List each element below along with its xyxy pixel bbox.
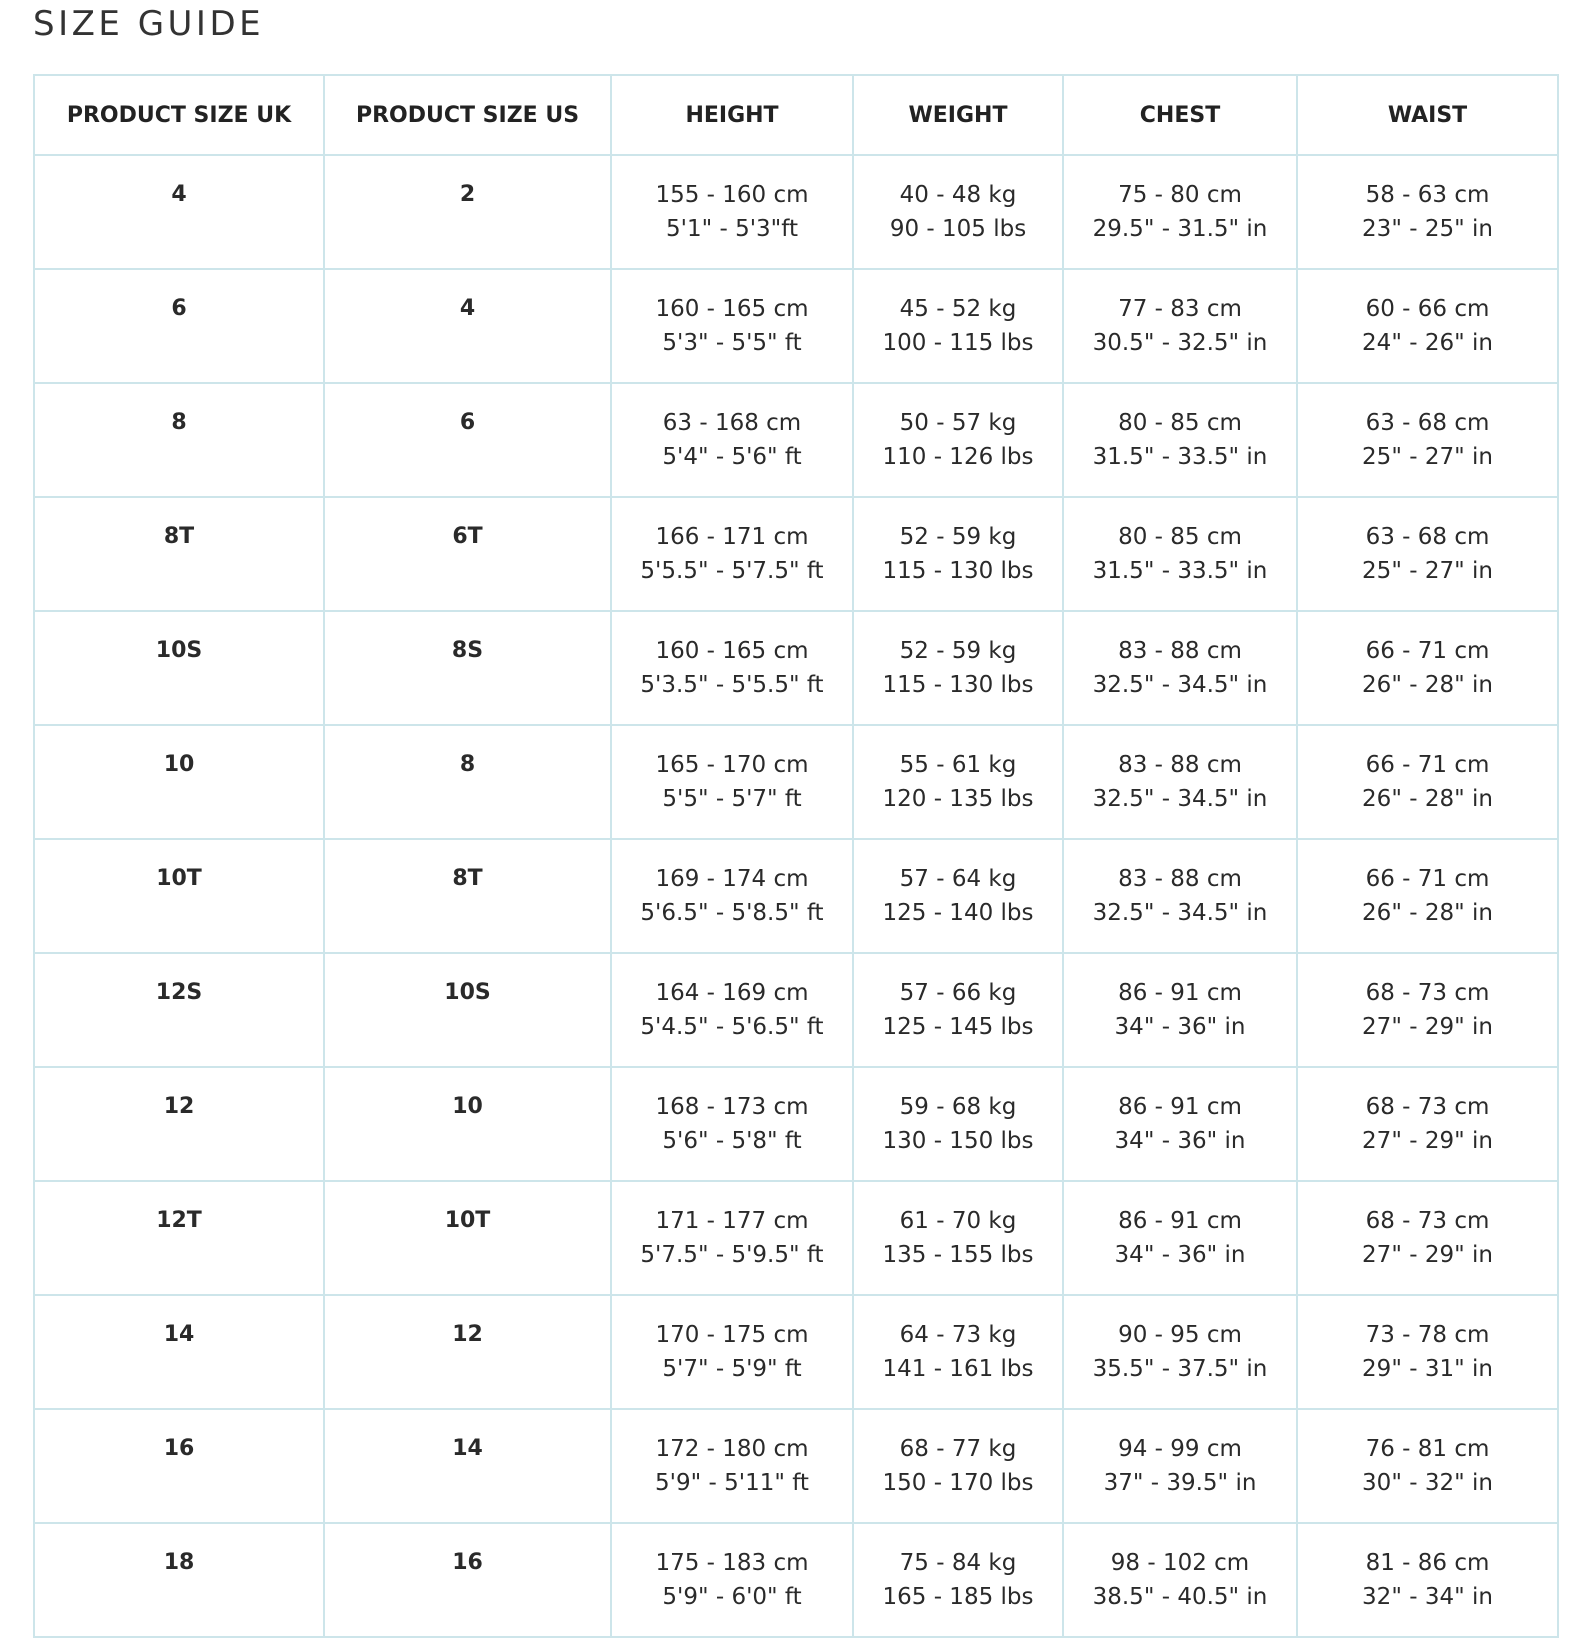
cell-size-uk xyxy=(34,269,324,383)
cell-waist xyxy=(1297,1295,1558,1409)
cell-size-us xyxy=(324,1067,611,1181)
cell-waist xyxy=(1297,1181,1558,1295)
cell-size-uk-value: 10 xyxy=(163,752,195,777)
cell-chest-metric: 86 - 91 cm xyxy=(1118,980,1242,1006)
cell-size-uk xyxy=(34,1409,324,1523)
cell-waist xyxy=(1297,1523,1558,1637)
cell-weight-metric: 64 - 73 kg xyxy=(899,1322,1017,1348)
cell-chest xyxy=(1063,269,1297,383)
cell-height-imperial: 5'4.5" - 5'6.5" ft xyxy=(640,1014,824,1040)
cell-height-imperial: 5'1" - 5'3"ft xyxy=(666,216,798,242)
cell-waist-metric: 60 - 66 cm xyxy=(1365,296,1490,322)
cell-size-us-value: 14 xyxy=(452,1436,483,1461)
cell-waist xyxy=(1297,155,1558,269)
cell-waist-metric: 81 - 86 cm xyxy=(1365,1550,1490,1576)
cell-size-us xyxy=(324,953,611,1067)
cell-height xyxy=(611,1523,853,1637)
cell-weight-imperial: 141 - 161 lbs xyxy=(882,1356,1034,1382)
cell-chest-metric: 90 - 95 cm xyxy=(1118,1322,1242,1348)
cell-chest xyxy=(1063,383,1297,497)
cell-weight xyxy=(853,497,1063,611)
cell-chest-metric: 80 - 85 cm xyxy=(1118,410,1242,436)
cell-size-uk-value: 8 xyxy=(171,410,187,435)
cell-size-uk-value: 10S xyxy=(155,638,203,663)
cell-size-us-value: 6 xyxy=(459,410,476,435)
header-product-size-uk: PRODUCT SIZE UK xyxy=(34,75,324,155)
cell-chest-imperial: 31.5" - 33.5" in xyxy=(1092,558,1268,584)
cell-weight xyxy=(853,1067,1063,1181)
cell-height-metric: 165 - 170 cm xyxy=(655,752,809,778)
cell-size-us xyxy=(324,839,611,953)
table-row xyxy=(34,269,1558,383)
cell-height-imperial: 5'5" - 5'7" ft xyxy=(662,786,802,812)
cell-weight xyxy=(853,611,1063,725)
cell-size-uk-value: 4 xyxy=(171,182,187,207)
cell-waist xyxy=(1297,269,1558,383)
cell-weight xyxy=(853,1523,1063,1637)
cell-waist-metric: 76 - 81 cm xyxy=(1365,1436,1490,1462)
cell-height-metric: 175 - 183 cm xyxy=(655,1550,809,1576)
cell-chest-imperial: 32.5" - 34.5" in xyxy=(1092,900,1268,926)
cell-weight-metric: 61 - 70 kg xyxy=(899,1208,1017,1234)
cell-weight-imperial: 125 - 140 lbs xyxy=(882,900,1034,926)
header-weight: WEIGHT xyxy=(853,75,1063,155)
cell-waist-imperial: 25" - 27" in xyxy=(1362,558,1493,584)
cell-size-us-value: 2 xyxy=(459,182,476,207)
cell-weight-metric: 68 - 77 kg xyxy=(899,1436,1017,1462)
cell-waist-metric: 66 - 71 cm xyxy=(1365,752,1490,778)
cell-size-us xyxy=(324,1181,611,1295)
cell-waist-metric: 68 - 73 cm xyxy=(1365,1208,1490,1234)
cell-size-uk xyxy=(34,383,324,497)
cell-waist-imperial: 26" - 28" in xyxy=(1362,786,1493,812)
cell-waist-metric: 66 - 71 cm xyxy=(1365,866,1490,892)
cell-weight xyxy=(853,1295,1063,1409)
cell-size-us xyxy=(324,1409,611,1523)
table-row xyxy=(34,155,1558,269)
cell-size-uk-value: 6 xyxy=(171,296,187,321)
cell-height-imperial: 5'4" - 5'6" ft xyxy=(662,444,802,470)
cell-chest xyxy=(1063,839,1297,953)
size-guide-table xyxy=(33,74,1559,1638)
cell-chest xyxy=(1063,611,1297,725)
cell-waist xyxy=(1297,611,1558,725)
cell-chest-metric: 77 - 83 cm xyxy=(1118,296,1242,322)
cell-waist-imperial: 30" - 32" in xyxy=(1362,1470,1493,1496)
cell-chest-metric: 83 - 88 cm xyxy=(1118,866,1242,892)
cell-weight-imperial: 110 - 126 lbs xyxy=(882,444,1034,470)
table-row xyxy=(34,1523,1558,1637)
cell-height-imperial: 5'9" - 6'0" ft xyxy=(662,1584,802,1610)
cell-size-us-value: 16 xyxy=(452,1550,483,1575)
cell-size-us xyxy=(324,1523,611,1637)
cell-waist-metric: 68 - 73 cm xyxy=(1365,980,1490,1006)
cell-height xyxy=(611,1409,853,1523)
cell-size-us-value: 8 xyxy=(459,752,476,777)
cell-chest-metric: 75 - 80 cm xyxy=(1118,182,1242,208)
cell-weight-imperial: 115 - 130 lbs xyxy=(882,672,1034,698)
header-waist: WAIST xyxy=(1297,75,1558,155)
cell-weight-imperial: 135 - 155 lbs xyxy=(882,1242,1034,1268)
cell-weight-imperial: 150 - 170 lbs xyxy=(882,1470,1034,1496)
cell-height-metric: 155 - 160 cm xyxy=(655,182,809,208)
cell-size-uk xyxy=(34,1181,324,1295)
cell-chest-metric: 83 - 88 cm xyxy=(1118,752,1242,778)
cell-waist-metric: 66 - 71 cm xyxy=(1365,638,1490,664)
cell-chest-metric: 83 - 88 cm xyxy=(1118,638,1242,664)
table-row xyxy=(34,1295,1558,1409)
cell-waist-imperial: 26" - 28" in xyxy=(1362,672,1493,698)
cell-height-imperial: 5'6" - 5'8" ft xyxy=(662,1128,802,1154)
cell-height-metric: 160 - 165 cm xyxy=(655,296,809,322)
cell-weight xyxy=(853,839,1063,953)
cell-weight-imperial: 115 - 130 lbs xyxy=(882,558,1034,584)
header-product-size-us: PRODUCT SIZE US xyxy=(324,75,611,155)
cell-weight xyxy=(853,725,1063,839)
cell-weight-metric: 55 - 61 kg xyxy=(899,752,1017,778)
cell-size-us xyxy=(324,155,611,269)
cell-size-us xyxy=(324,725,611,839)
table-row xyxy=(34,497,1558,611)
cell-size-uk xyxy=(34,725,324,839)
cell-chest xyxy=(1063,953,1297,1067)
cell-waist-imperial: 23" - 25" in xyxy=(1362,216,1493,242)
cell-size-uk-value: 12 xyxy=(163,1094,195,1119)
cell-chest-imperial: 34" - 36" in xyxy=(1114,1128,1246,1154)
cell-chest-imperial: 29.5" - 31.5" in xyxy=(1092,216,1268,242)
cell-waist xyxy=(1297,1409,1558,1523)
cell-height xyxy=(611,383,853,497)
cell-height-imperial: 5'7.5" - 5'9.5" ft xyxy=(640,1242,824,1268)
cell-weight xyxy=(853,155,1063,269)
table-row xyxy=(34,1067,1558,1181)
cell-waist-imperial: 32" - 34" in xyxy=(1362,1584,1493,1610)
cell-size-uk-value: 12T xyxy=(156,1208,202,1233)
cell-chest-imperial: 32.5" - 34.5" in xyxy=(1092,786,1268,812)
cell-size-us xyxy=(324,269,611,383)
cell-chest-metric: 86 - 91 cm xyxy=(1118,1094,1242,1120)
cell-height xyxy=(611,725,853,839)
cell-size-us-value: 6T xyxy=(452,524,483,549)
cell-size-us xyxy=(324,611,611,725)
cell-size-us xyxy=(324,497,611,611)
cell-height xyxy=(611,839,853,953)
page-title: SIZE GUIDE xyxy=(33,4,265,44)
cell-chest xyxy=(1063,1067,1297,1181)
cell-height-metric: 166 - 171 cm xyxy=(655,524,809,550)
cell-waist xyxy=(1297,497,1558,611)
cell-size-us xyxy=(324,1295,611,1409)
cell-waist-imperial: 27" - 29" in xyxy=(1362,1242,1493,1268)
cell-chest-imperial: 34" - 36" in xyxy=(1114,1014,1246,1040)
cell-size-us xyxy=(324,383,611,497)
cell-waist-imperial: 27" - 29" in xyxy=(1362,1128,1493,1154)
cell-size-uk-value: 18 xyxy=(163,1550,195,1575)
cell-height-metric: 172 - 180 cm xyxy=(655,1436,809,1462)
cell-height-metric: 160 - 165 cm xyxy=(655,638,809,664)
table-row xyxy=(34,1181,1558,1295)
cell-waist xyxy=(1297,1067,1558,1181)
cell-weight-metric: 57 - 64 kg xyxy=(899,866,1017,892)
cell-chest xyxy=(1063,1409,1297,1523)
cell-size-uk-value: 10T xyxy=(156,866,202,891)
table-header xyxy=(34,75,1558,155)
cell-weight xyxy=(853,1181,1063,1295)
cell-height-metric: 63 - 168 cm xyxy=(662,410,802,436)
cell-size-uk xyxy=(34,1295,324,1409)
cell-height xyxy=(611,155,853,269)
cell-chest-metric: 98 - 102 cm xyxy=(1110,1550,1250,1576)
cell-waist xyxy=(1297,725,1558,839)
cell-height xyxy=(611,1295,853,1409)
cell-size-us-value: 8T xyxy=(452,866,483,891)
cell-weight-imperial: 165 - 185 lbs xyxy=(882,1584,1034,1610)
cell-size-uk xyxy=(34,1523,324,1637)
cell-size-us-value: 4 xyxy=(459,296,476,321)
cell-chest xyxy=(1063,1295,1297,1409)
cell-size-uk-value: 16 xyxy=(163,1436,195,1461)
cell-height xyxy=(611,269,853,383)
cell-chest-metric: 80 - 85 cm xyxy=(1118,524,1242,550)
cell-height-metric: 169 - 174 cm xyxy=(655,866,809,892)
cell-size-us-value: 10T xyxy=(444,1208,491,1233)
cell-weight-metric: 75 - 84 kg xyxy=(899,1550,1017,1576)
cell-height-metric: 170 - 175 cm xyxy=(655,1322,809,1348)
cell-size-uk-value: 14 xyxy=(163,1322,195,1347)
table-row xyxy=(34,839,1558,953)
cell-chest-imperial: 35.5" - 37.5" in xyxy=(1092,1356,1268,1382)
cell-waist xyxy=(1297,839,1558,953)
cell-weight-metric: 57 - 66 kg xyxy=(899,980,1017,1006)
cell-weight-metric: 52 - 59 kg xyxy=(899,638,1017,664)
cell-waist xyxy=(1297,953,1558,1067)
cell-chest xyxy=(1063,497,1297,611)
cell-waist-metric: 58 - 63 cm xyxy=(1365,182,1490,208)
cell-size-uk xyxy=(34,1067,324,1181)
header-chest: CHEST xyxy=(1063,75,1297,155)
cell-height-metric: 164 - 169 cm xyxy=(655,980,809,1006)
cell-chest xyxy=(1063,1523,1297,1637)
cell-weight-metric: 59 - 68 kg xyxy=(899,1094,1017,1120)
cell-weight-metric: 45 - 52 kg xyxy=(899,296,1017,322)
cell-chest-imperial: 32.5" - 34.5" in xyxy=(1092,672,1268,698)
cell-weight xyxy=(853,269,1063,383)
cell-size-uk xyxy=(34,611,324,725)
cell-height-metric: 168 - 173 cm xyxy=(655,1094,809,1120)
cell-height-metric: 171 - 177 cm xyxy=(655,1208,809,1234)
table-row xyxy=(34,725,1558,839)
cell-size-uk xyxy=(34,839,324,953)
cell-size-us-value: 12 xyxy=(452,1322,483,1347)
cell-chest xyxy=(1063,725,1297,839)
cell-waist-metric: 63 - 68 cm xyxy=(1365,524,1490,550)
cell-weight-metric: 50 - 57 kg xyxy=(899,410,1017,436)
cell-size-uk-value: 8T xyxy=(163,524,195,549)
cell-height-imperial: 5'3.5" - 5'5.5" ft xyxy=(640,672,824,698)
cell-weight-imperial: 100 - 115 lbs xyxy=(882,330,1034,356)
cell-waist-metric: 68 - 73 cm xyxy=(1365,1094,1490,1120)
cell-weight xyxy=(853,1409,1063,1523)
cell-weight xyxy=(853,383,1063,497)
cell-height-imperial: 5'9" - 5'11" ft xyxy=(655,1470,809,1496)
cell-weight-imperial: 125 - 145 lbs xyxy=(882,1014,1034,1040)
cell-size-uk xyxy=(34,155,324,269)
cell-chest-imperial: 34" - 36" in xyxy=(1114,1242,1246,1268)
cell-weight xyxy=(853,953,1063,1067)
header-row xyxy=(34,75,1558,155)
cell-size-us-value: 10S xyxy=(444,980,491,1005)
table-body xyxy=(34,155,1558,1637)
cell-chest xyxy=(1063,1181,1297,1295)
cell-weight-metric: 52 - 59 kg xyxy=(899,524,1017,550)
cell-waist-metric: 63 - 68 cm xyxy=(1365,410,1490,436)
table-row xyxy=(34,1409,1558,1523)
cell-waist-imperial: 27" - 29" in xyxy=(1362,1014,1493,1040)
cell-chest-imperial: 31.5" - 33.5" in xyxy=(1092,444,1268,470)
cell-height xyxy=(611,611,853,725)
cell-size-us-value: 10 xyxy=(452,1094,483,1119)
cell-chest-imperial: 30.5" - 32.5" in xyxy=(1092,330,1268,356)
cell-height-imperial: 5'5.5" - 5'7.5" ft xyxy=(640,558,824,584)
cell-size-uk xyxy=(34,497,324,611)
cell-waist-imperial: 26" - 28" in xyxy=(1362,900,1493,926)
cell-height-imperial: 5'6.5" - 5'8.5" ft xyxy=(640,900,824,926)
cell-size-us-value: 8S xyxy=(451,638,484,663)
cell-height xyxy=(611,497,853,611)
cell-height xyxy=(611,953,853,1067)
cell-chest-imperial: 37" - 39.5" in xyxy=(1103,1470,1257,1496)
cell-height xyxy=(611,1067,853,1181)
cell-waist-imperial: 25" - 27" in xyxy=(1362,444,1493,470)
table-row xyxy=(34,383,1558,497)
cell-chest-metric: 86 - 91 cm xyxy=(1118,1208,1242,1234)
cell-waist-imperial: 24" - 26" in xyxy=(1362,330,1493,356)
cell-weight-imperial: 130 - 150 lbs xyxy=(882,1128,1034,1154)
header-height: HEIGHT xyxy=(611,75,853,155)
cell-chest-metric: 94 - 99 cm xyxy=(1118,1436,1242,1462)
cell-weight-imperial: 90 - 105 lbs xyxy=(889,216,1027,242)
cell-size-uk-value: 12S xyxy=(155,980,203,1005)
cell-weight-metric: 40 - 48 kg xyxy=(899,182,1017,208)
cell-waist xyxy=(1297,383,1558,497)
cell-size-uk xyxy=(34,953,324,1067)
table-row xyxy=(34,611,1558,725)
table-row xyxy=(34,953,1558,1067)
cell-height-imperial: 5'7" - 5'9" ft xyxy=(662,1356,802,1382)
cell-height-imperial: 5'3" - 5'5" ft xyxy=(662,330,802,356)
cell-waist-imperial: 29" - 31" in xyxy=(1362,1356,1493,1382)
cell-height xyxy=(611,1181,853,1295)
cell-waist-metric: 73 - 78 cm xyxy=(1365,1322,1490,1348)
cell-chest xyxy=(1063,155,1297,269)
cell-chest-imperial: 38.5" - 40.5" in xyxy=(1092,1584,1268,1610)
cell-weight-imperial: 120 - 135 lbs xyxy=(882,786,1034,812)
